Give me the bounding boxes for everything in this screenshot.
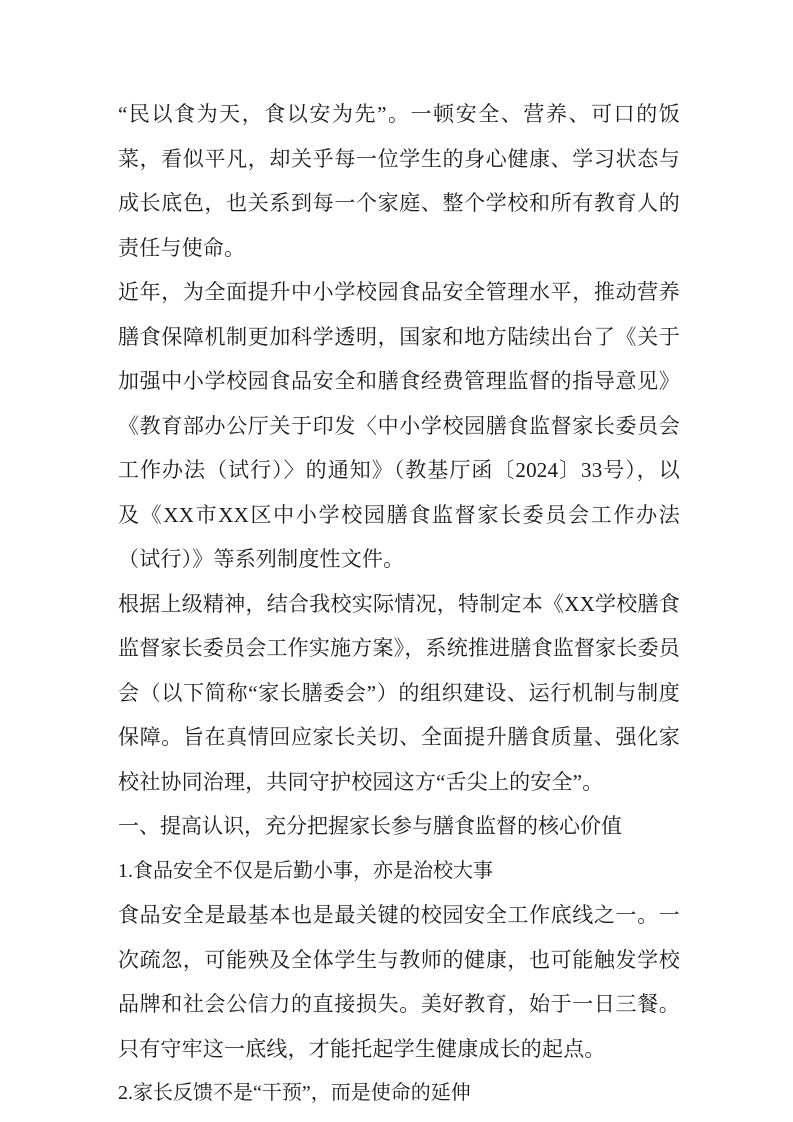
subsection-heading-1-2: 2.家长反馈不是“干预”，而是使命的延伸 xyxy=(118,1082,471,1104)
subsection-heading-1-1: 1.食品安全不仅是后勤小事，亦是治校大事 xyxy=(118,859,493,882)
paragraph-policy-background: 近年，为全面提升中小学校园食品安全管理水平，推动营养膳食保障机制更加科学透明，国家和地方陆续出台了《关于加强中小学校园食品安全和膳食经费管理监督的指导意见》《教育部办公厅关于印发〈中小学校园膳食监督家长委员会工作办法（试行）〉的通知》（教基厅函〔2024〕33号），以及《XX市XX区中小学校园膳食监督家长委员会工作办法（试行）》等系列制度性文件。 xyxy=(118,280,680,571)
paragraph-implementation-plan: 根据上级精神，结合我校实际情况，特制定本《XX学校膳食监督家长委员会工作实施方案》，系统推进膳食监督家长委员会（以下简称“家长膳委会”）的组织建设、运行机制与制度保障。旨在真情回应家长关切、全面提升膳食质量、强化家校社协同治理，共同守护校园这方“舌尖上的安全”。 xyxy=(118,591,680,794)
paragraph-food-safety-bottomline: 食品安全是最基本也是最关键的校园安全工作底线之一。一次疏忽，可能殃及全体学生与教师的健康，也可能触发学校品牌和社会公信力的直接损失。美好教育，始于一日三餐。只有守牢这一底线，才能托起学生健康成长的起点。 xyxy=(118,903,680,1061)
document-body xyxy=(118,92,680,1116)
paragraph-opening: “民以食为天，食以安为先”。一顿安全、营养、可口的饭菜，看似平凡，却关乎每一位学生的身心健康、学习状态与成长底色，也关系到每一个家庭、整个学校和所有教育人的责任与使命。 xyxy=(118,102,680,260)
section-heading-1: 一、提高认识，充分把握家长参与膳食监督的核心价值 xyxy=(118,814,622,838)
